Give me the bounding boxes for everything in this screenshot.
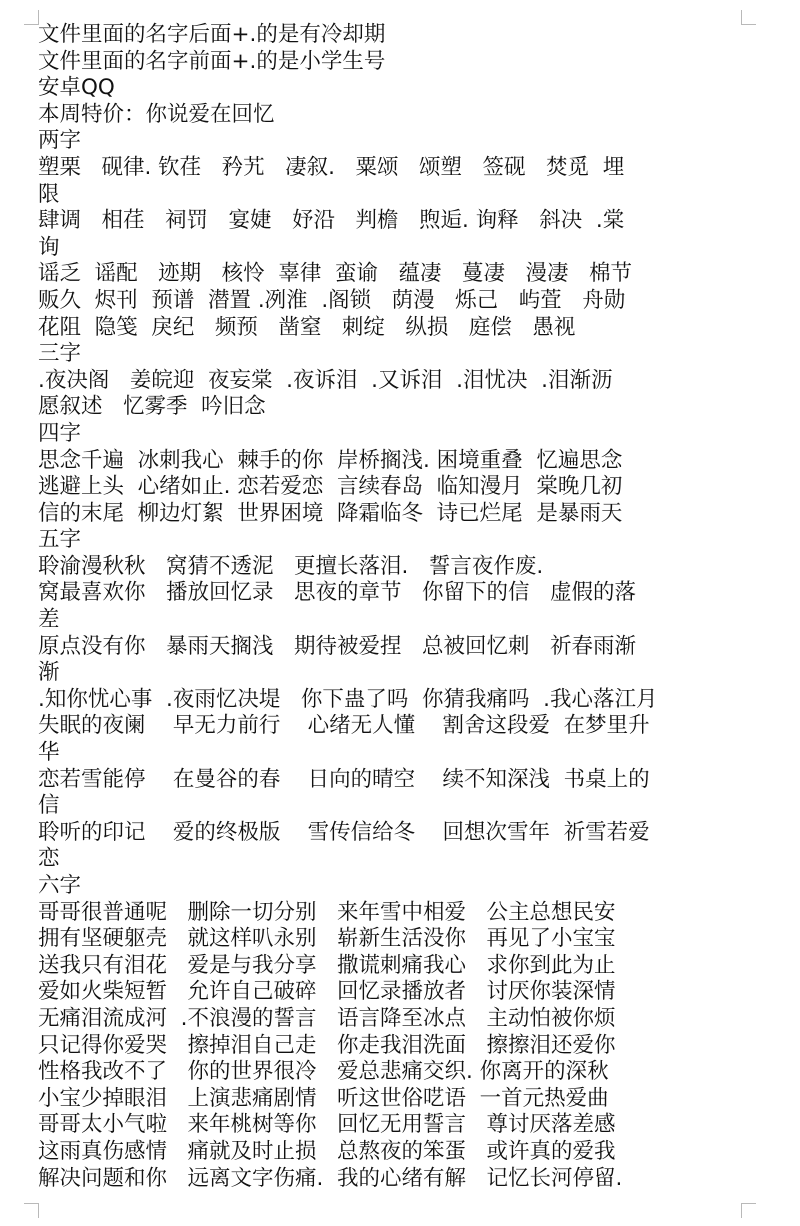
text-line: 文件里面的名字前面+.的是小学生号 bbox=[38, 48, 386, 74]
text-line: 哥哥很普通呢 删除一切分别 来年雪中相爱 公主总想民安 bbox=[38, 899, 616, 925]
text-line: 塑栗 砚律. 钦荏 矜艽 凄叙. 粟颂 颂塑 签砚 焚觅 埋 bbox=[38, 154, 625, 180]
text-line: 送我只有泪花 爱是与我分享 撒谎刺痛我心 求你到此为止 bbox=[38, 952, 616, 978]
document-body bbox=[38, 22, 758, 1192]
text-line: 安卓QQ bbox=[38, 75, 115, 101]
section-heading: 五字 bbox=[38, 527, 82, 553]
text-line: 渐 bbox=[38, 660, 60, 686]
text-line: 解决问题和你 远离文字伤痛. 我的心绪有解 记忆长河停留. bbox=[38, 1165, 623, 1191]
text-line: 哥哥太小气啦 来年桃树等你 回忆无用誓言 尊讨厌落差感 bbox=[38, 1112, 616, 1138]
section-heading: 两字 bbox=[38, 128, 82, 154]
text-line: 恋 bbox=[38, 846, 60, 872]
text-line: 这雨真伤感情 痛就及时止损 总熬夜的笨蛋 或许真的爱我 bbox=[38, 1138, 616, 1164]
text-line: .夜决阁 姜皖迎 夜妄棠 .夜诉泪 .又诉泪 .泪忧决 .泪渐沥 bbox=[38, 367, 613, 393]
text-line: 聆听的印记 爱的终极版 雪传信给冬 回想次雪年 祈雪若爱 bbox=[38, 819, 650, 845]
text-line: 本周特价：你说爱在回忆 bbox=[38, 101, 275, 127]
text-line: 华 bbox=[38, 740, 60, 766]
text-line: 逃避上头 心绪如止. 恋若爱恋 言续春岛 临知漫月 棠晚几初 bbox=[38, 474, 623, 500]
text-line: 只记得你爱哭 擦掉泪自己走 你走我泪洗面 擦擦泪还爱你 bbox=[38, 1032, 616, 1058]
text-line: 限 bbox=[38, 181, 60, 207]
text-line: 性格我改不了 你的世界很冷 爱总悲痛交织. 你离开的深秋 bbox=[38, 1059, 609, 1085]
text-line: 窝最喜欢你 播放回忆录 思夜的章节 你留下的信 虚假的落 bbox=[38, 580, 637, 606]
text-line: 拥有坚硬躯壳 就这样叭永别 崭新生活没你 再见了小宝宝 bbox=[38, 926, 616, 952]
text-line: 恋若雪能停 在曼谷的春 日向的晴空 续不知深浅 书桌上的 bbox=[38, 766, 650, 792]
text-line: 信 bbox=[38, 793, 60, 819]
section-heading: 四字 bbox=[38, 420, 82, 446]
text-line: 谣乏 谣配 迹期 核怜 辜律 蛮谕 蕴凄 蔓凄 漫凄 棉节 bbox=[38, 261, 633, 287]
text-line: 文件里面的名字后面+.的是有冷却期 bbox=[38, 22, 386, 47]
text-line: 爱如火柴短暂 允许自己破碎 回忆录播放者 讨厌你装深情 bbox=[38, 979, 616, 1005]
text-line: 花阻 隐笺 戾纪 频预 凿窒 刺绽 纵损 庭偿 愚视 bbox=[38, 314, 576, 340]
text-line: 无痛泪流成河 .不浪漫的誓言 语言降至冰点 主动怕被你烦 bbox=[38, 1005, 616, 1031]
text-line: 信的末尾 柳边灯絮 世界困境 降霜临冬 诗已烂尾 是暴雨天 bbox=[38, 500, 623, 526]
text-line: 聆渝漫秋秋 窝猜不透泥 更擅长落泪. 誓言夜作废. bbox=[38, 553, 544, 579]
text-line: 思念千遍 冰刺我心 棘手的你 岸桥搁浅. 困境重叠 忆遍思念 bbox=[38, 447, 623, 473]
text-line: 原点没有你 暴雨天搁浅 期待被爱捏 总被回忆刺 祈春雨渐 bbox=[38, 633, 637, 659]
text-line: 询 bbox=[38, 234, 60, 260]
section-heading: 三字 bbox=[38, 341, 82, 367]
text-line: 贩久 烬刊 预谱 潜置 .冽淮 .阁锁 荫漫 烁己 屿萓 舟勋 bbox=[38, 287, 626, 313]
page-corner-mark bbox=[24, 10, 39, 25]
text-line: 愿叙述 忆雾季 吟旧念 bbox=[38, 394, 266, 420]
text-line: .知你忧心事 .夜雨忆决堤 你下蛊了吗 你猜我痛吗 .我心落江月 bbox=[38, 686, 658, 712]
section-heading: 六字 bbox=[38, 873, 82, 898]
page-corner-mark bbox=[741, 1203, 756, 1218]
text-line: 肆调 相荏 祠罚 宴婕 妤沿 判檐 煦逅. 询释 斜决 .棠 bbox=[38, 208, 625, 234]
text-line: 差 bbox=[38, 607, 60, 633]
text-line: 失眠的夜阑 早无力前行 心绪无人懂 割舍这段爱 在梦里升 bbox=[38, 713, 650, 739]
text-line: 小宝少掉眼泪 上演悲痛剧情 听这世俗呓语 一首元热爱曲 bbox=[38, 1085, 609, 1111]
page-corner-mark bbox=[24, 1203, 39, 1218]
